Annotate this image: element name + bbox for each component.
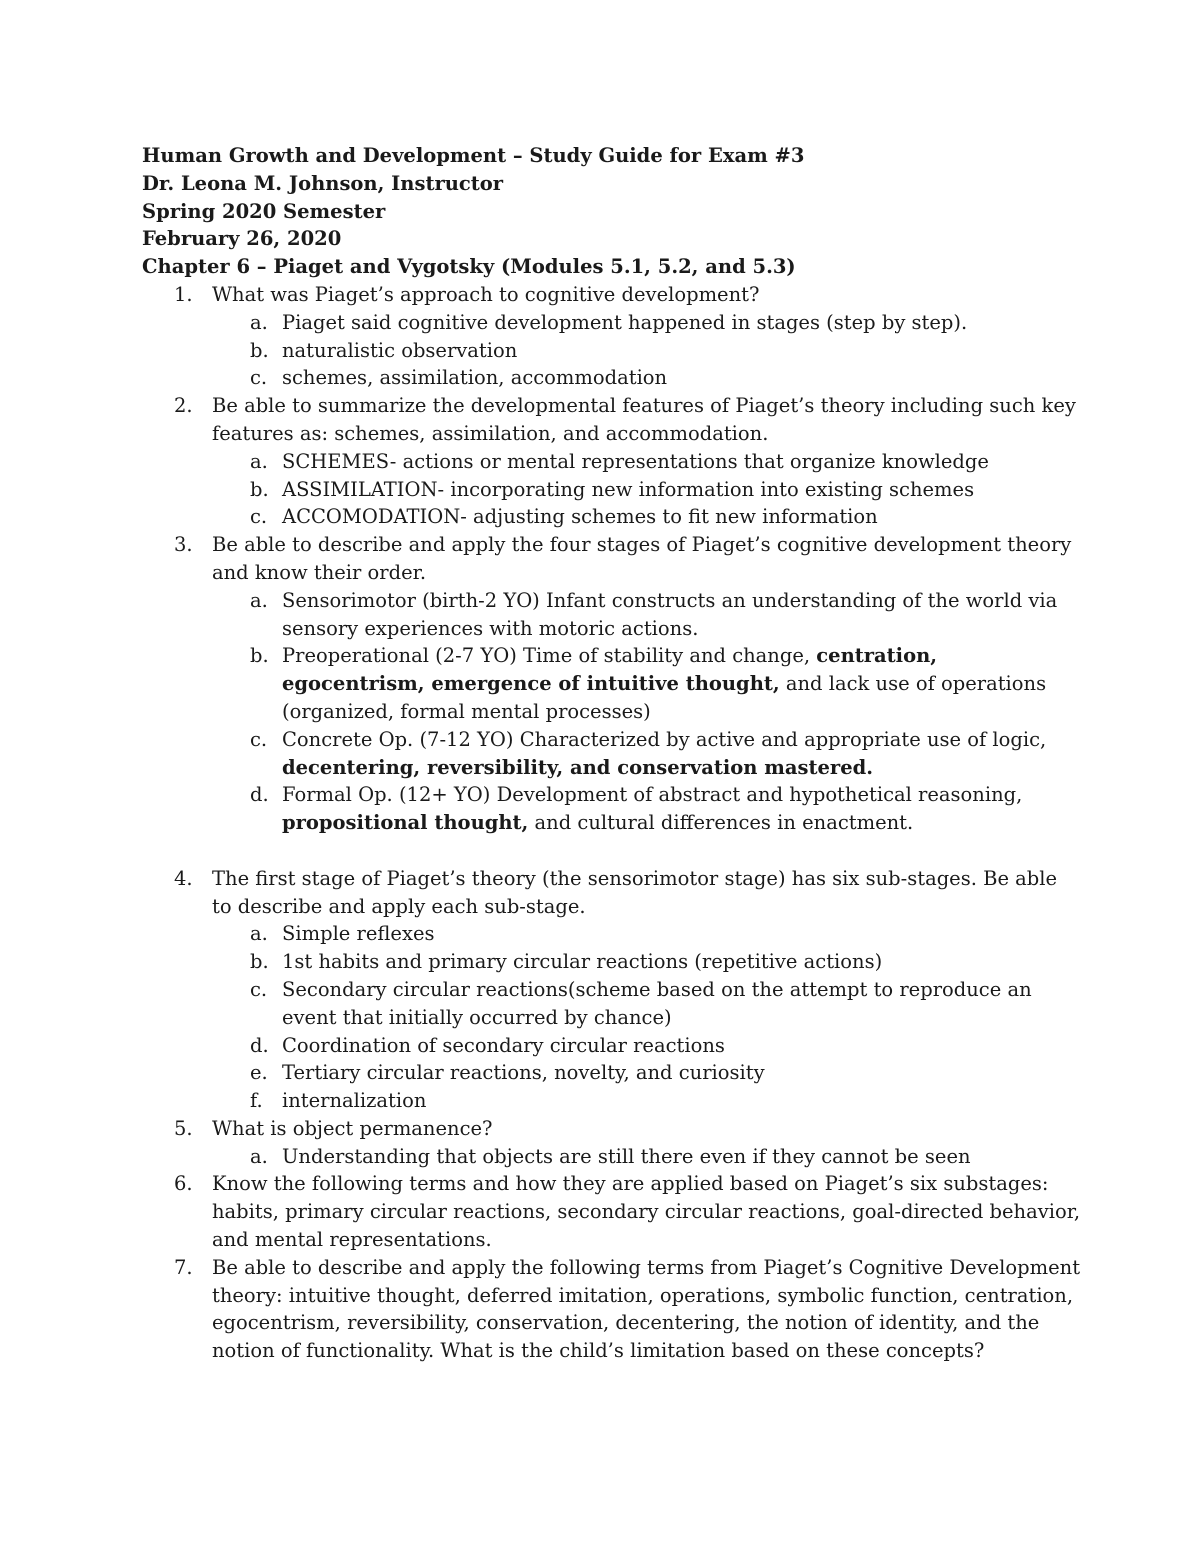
answer-letter: b. [250,477,269,501]
question-number: 1. [174,282,193,306]
answer-item [212,1032,1082,1060]
answer-letter: a. [250,449,268,473]
answer-list [212,1143,1082,1171]
answer-item [212,587,1082,643]
answer-item [212,309,1082,337]
answer-list [212,920,1082,1115]
answer-text: naturalistic observation [282,338,518,362]
document-page [142,142,1082,1365]
answer-list [212,448,1082,531]
question-item [142,1170,1082,1253]
blank-line [212,837,1082,865]
answer-letter: a. [250,1144,268,1168]
answer-text: Tertiary circular reactions, novelty, and curiosity [282,1061,765,1085]
question-number: 2. [174,394,193,418]
question-item [142,281,1082,392]
question-text: Be able to describe and apply the following terms from Piaget’s Cognitive Development theory: intuitive thought, deferred imitation, operations, symbolic function, centration, egocentrism, reversibility, conservation, decentering, the notion of identity, and the notion of functionality. What is the child’s limitation based on these concepts? [212,1255,1081,1363]
answer-item [212,948,1082,976]
question-text: What is object permanence? [212,1116,493,1140]
question-text: Be able to summarize the developmental features of Piaget’s theory including such key features as: schemes, assimilation, and accommodation. [212,394,1076,445]
answer-list [212,309,1082,392]
answer-item [212,1087,1082,1115]
instructor-line: Dr. Leona M. Johnson, Instructor [142,171,504,195]
question-text: The first stage of Piaget’s theory (the sensorimotor stage) has six sub-stages. Be able to describe and apply each sub-stage. [212,866,1058,918]
answer-item [212,920,1082,948]
answer-text: ACCOMODATION- adjusting schemes to fit new information [282,505,878,529]
answer-letter: a. [250,310,268,334]
answer-item [212,642,1082,725]
question-number: 5. [174,1116,193,1140]
answer-item [212,448,1082,476]
question-number: 3. [174,533,193,557]
question-text: Be able to describe and apply the four stages of Piaget’s cognitive development theory and know their order. [212,533,1072,584]
answer-letter: b. [250,950,269,974]
answer-text: Simple reflexes [282,922,435,946]
answer-letter: c. [250,366,268,390]
answer-text-bold: propositional thought, [282,811,529,835]
question-item [142,865,1082,1115]
answer-text-pre: Preoperational (2-7 YO) Time of stability and change, [282,644,817,668]
answer-text: Coordination of secondary circular reactions [282,1033,725,1057]
answer-letter: f. [250,1089,263,1113]
chapter-heading: Chapter 6 – Piaget and Vygotsky (Modules 5.1, 5.2, and 5.3) [142,255,796,279]
answer-text: ASSIMILATION- incorporating new information into existing schemes [282,477,975,501]
question-number: 6. [174,1172,193,1196]
answer-letter: b. [250,338,269,362]
answer-item [212,1059,1082,1087]
answer-text-bold: decentering, reversibility, and conservation mastered. [282,755,874,779]
answer-letter: a. [250,922,268,946]
answer-item [212,503,1082,531]
question-text: Know the following terms and how they are applied based on Piaget’s six substages: habits, primary circular reactions, secondary circular reactions, goal-directed behavior, and mental representations. [212,1172,1081,1252]
answer-item [212,781,1082,837]
answer-item [212,337,1082,365]
answer-text-pre: Formal Op. (12+ YO) Development of abstract and hypothetical reasoning, [282,783,1023,807]
answer-text: 1st habits and primary circular reactions (repetitive actions) [282,950,883,974]
answer-text: Sensorimotor (birth-2 YO) Infant constructs an understanding of the world via sensory experiences with motoric actions. [282,588,1058,640]
question-text: What was Piaget’s approach to cognitive development? [212,282,760,306]
document-title: Human Growth and Development – Study Guide for Exam #3 [142,144,805,167]
answer-letter: b. [250,644,269,668]
answer-text: Piaget said cognitive development happened in stages (step by step). [282,310,968,334]
answer-item [212,976,1082,1032]
answer-letter: e. [250,1061,268,1085]
answer-item [212,476,1082,504]
answer-text-pre: Concrete Op. (7-12 YO) Characterized by active and appropriate use of logic, [282,727,1047,751]
answer-letter: c. [250,977,268,1001]
answer-text-post: and cultural differences in enactment. [528,811,914,835]
answer-letter: a. [250,588,268,612]
answer-text: schemes, assimilation, accommodation [282,366,668,390]
question-item [142,392,1082,531]
question-item [142,531,1082,865]
answer-text: Secondary circular reactions(scheme based on the attempt to reproduce an event that initially occurred by chance) [282,977,1032,1029]
answer-letter: d. [250,1033,269,1057]
answer-item [212,364,1082,392]
question-item [142,1254,1082,1365]
question-number: 7. [174,1255,193,1279]
answer-text: SCHEMES- actions or mental representations that organize knowledge [282,449,989,473]
date-line: February 26, 2020 [142,227,342,251]
answer-item [212,726,1082,782]
question-list [142,281,1082,1365]
semester-line: Spring 2020 Semester [142,199,386,223]
answer-text: Understanding that objects are still there even if they cannot be seen [282,1144,971,1168]
answer-letter: c. [250,505,268,529]
answer-item [212,1143,1082,1171]
answer-letter: d. [250,783,269,807]
answer-text-post: and lack use of operations (organized, formal mental processes) [282,672,1047,723]
answer-letter: c. [250,727,268,751]
question-number: 4. [174,866,193,890]
answer-text-bold: centration, egocentrism, emergence of intuitive thought, [282,644,938,696]
question-item [142,1115,1082,1171]
answer-list [212,587,1082,837]
answer-text: internalization [282,1089,427,1113]
